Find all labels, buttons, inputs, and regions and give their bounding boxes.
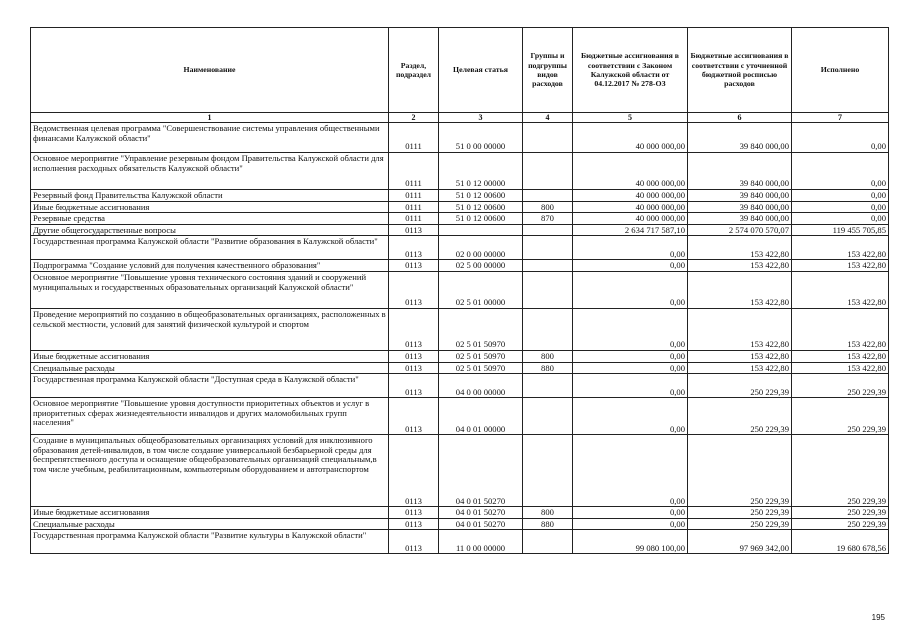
row-name: Специальные расходы: [31, 518, 389, 530]
row-executed: 19 680 678,56: [792, 530, 889, 554]
row-expense-group: [523, 260, 573, 272]
row-name: Резервные средства: [31, 213, 389, 225]
row-target-article: 51 0 12 00600: [439, 213, 523, 225]
row-executed: 0,00: [792, 201, 889, 213]
row-executed: 153 422,80: [792, 362, 889, 374]
table-row: [31, 530, 889, 554]
row-expense-group: [523, 236, 573, 260]
row-section: 0113: [389, 271, 439, 308]
row-revised-allocation: 153 422,80: [688, 362, 792, 374]
row-name: Создание в муниципальных общеобразовательных организациях условий для инклюзивного образования детей-инвалидов, в том числе создание универсальной безбарьерной среды для беспрепятственного доступа и оснащение общеобразовательных организаций специальным,в том числе учебным, реабилитационным, компьютерным оборудованием и автотранспортом: [31, 435, 389, 507]
page-number: 195: [871, 613, 885, 622]
row-name: Основное мероприятие "Повышение уровня технического состояния зданий и сооружений муниципальных и государственных образовательных организаций Калужской области": [31, 271, 389, 308]
row-name: Иные бюджетные ассигнования: [31, 350, 389, 362]
row-revised-allocation: 39 840 000,00: [688, 201, 792, 213]
row-section: 0111: [389, 213, 439, 225]
row-executed: 0,00: [792, 153, 889, 190]
row-law-allocation: 0,00: [573, 435, 688, 507]
row-executed: 153 422,80: [792, 260, 889, 272]
row-section: 0113: [389, 507, 439, 519]
row-target-article: 02 5 01 50970: [439, 350, 523, 362]
row-target-article: 51 0 00 00000: [439, 123, 523, 153]
row-name: Иные бюджетные ассигнования: [31, 507, 389, 519]
row-revised-allocation: 153 422,80: [688, 260, 792, 272]
row-name: Государственная программа Калужской области "Доступная среда в Калужской области": [31, 374, 389, 398]
row-revised-allocation: 39 840 000,00: [688, 123, 792, 153]
row-revised-allocation: 97 969 342,00: [688, 530, 792, 554]
row-law-allocation: 0,00: [573, 236, 688, 260]
table-row: [31, 308, 889, 350]
row-expense-group: [523, 271, 573, 308]
row-revised-allocation: 39 840 000,00: [688, 213, 792, 225]
header-row: [31, 28, 889, 113]
row-law-allocation: 0,00: [573, 308, 688, 350]
row-target-article: 51 0 12 00000: [439, 153, 523, 190]
table-row: [31, 260, 889, 272]
row-executed: 153 422,80: [792, 350, 889, 362]
row-executed: 250 229,39: [792, 435, 889, 507]
row-revised-allocation: 2 574 070 570,07: [688, 224, 792, 236]
row-name: Другие общегосударственные вопросы: [31, 224, 389, 236]
row-target-article: 04 0 01 50270: [439, 507, 523, 519]
header-executed: Исполнено: [792, 28, 889, 113]
row-expense-group: [523, 153, 573, 190]
row-section: 0113: [389, 362, 439, 374]
row-section: 0111: [389, 201, 439, 213]
header-section: Раздел, подраздел: [389, 28, 439, 113]
row-law-allocation: 0,00: [573, 271, 688, 308]
row-law-allocation: 0,00: [573, 398, 688, 435]
row-name: Государственная программа Калужской области "Развитие культуры в Калужской области": [31, 530, 389, 554]
row-name: Государственная программа Калужской области "Развитие образования в Калужской области": [31, 236, 389, 260]
column-number: 4: [523, 113, 573, 123]
column-number-row: [31, 113, 889, 123]
row-section: 0113: [389, 224, 439, 236]
row-name: Специальные расходы: [31, 362, 389, 374]
row-name: Иные бюджетные ассигнования: [31, 201, 389, 213]
row-section: 0113: [389, 308, 439, 350]
row-law-allocation: 0,00: [573, 374, 688, 398]
row-executed: 119 455 705,85: [792, 224, 889, 236]
row-section: 0111: [389, 153, 439, 190]
row-section: 0113: [389, 530, 439, 554]
row-law-allocation: 0,00: [573, 260, 688, 272]
row-law-allocation: 40 000 000,00: [573, 153, 688, 190]
table-row: [31, 507, 889, 519]
row-law-allocation: 2 634 717 587,10: [573, 224, 688, 236]
row-name: Резервный фонд Правительства Калужской области: [31, 190, 389, 202]
row-expense-group: 800: [523, 201, 573, 213]
table-row: [31, 362, 889, 374]
row-executed: 153 422,80: [792, 236, 889, 260]
row-section: 0111: [389, 190, 439, 202]
row-executed: 250 229,39: [792, 398, 889, 435]
row-executed: 153 422,80: [792, 308, 889, 350]
row-section: 0113: [389, 350, 439, 362]
row-name: Основное мероприятие "Повышение уровня доступности приоритетных объектов и услуг в приоритетных сферах жизнедеятельности инвалидов и других маломобильных групп населения": [31, 398, 389, 435]
row-target-article: 02 5 00 00000: [439, 260, 523, 272]
row-law-allocation: 0,00: [573, 362, 688, 374]
row-executed: 0,00: [792, 213, 889, 225]
row-expense-group: [523, 530, 573, 554]
row-section: 0113: [389, 518, 439, 530]
table-row: [31, 398, 889, 435]
header-expense-group: Группы и подгруппы видов расходов: [523, 28, 573, 113]
column-number: 2: [389, 113, 439, 123]
row-expense-group: 880: [523, 518, 573, 530]
column-number: 1: [31, 113, 389, 123]
row-section: 0113: [389, 398, 439, 435]
table-row: [31, 224, 889, 236]
row-name: Подпрограмма "Создание условий для получения качественного образования": [31, 260, 389, 272]
row-revised-allocation: 153 422,80: [688, 271, 792, 308]
row-target-article: 11 0 00 00000: [439, 530, 523, 554]
row-expense-group: 800: [523, 507, 573, 519]
row-expense-group: [523, 123, 573, 153]
table-row: [31, 213, 889, 225]
table-row: [31, 236, 889, 260]
header-target-article: Целевая статья: [439, 28, 523, 113]
row-revised-allocation: 153 422,80: [688, 236, 792, 260]
row-law-allocation: 40 000 000,00: [573, 190, 688, 202]
row-revised-allocation: 39 840 000,00: [688, 153, 792, 190]
table-row: [31, 190, 889, 202]
row-expense-group: [523, 435, 573, 507]
row-revised-allocation: 250 229,39: [688, 374, 792, 398]
row-revised-allocation: 153 422,80: [688, 308, 792, 350]
row-law-allocation: 40 000 000,00: [573, 123, 688, 153]
row-section: 0113: [389, 236, 439, 260]
table-row: [31, 518, 889, 530]
row-revised-allocation: 250 229,39: [688, 398, 792, 435]
row-expense-group: [523, 190, 573, 202]
row-executed: 250 229,39: [792, 518, 889, 530]
row-law-allocation: 0,00: [573, 507, 688, 519]
row-executed: 0,00: [792, 190, 889, 202]
row-executed: 0,00: [792, 123, 889, 153]
row-executed: 250 229,39: [792, 507, 889, 519]
column-number: 5: [573, 113, 688, 123]
row-law-allocation: 40 000 000,00: [573, 213, 688, 225]
row-name: Проведение мероприятий по созданию в общеобразовательных организациях, расположенных в сельской местности, условий для занятий физической культурой и спортом: [31, 308, 389, 350]
budget-execution-table: [30, 27, 889, 554]
row-target-article: 04 0 01 50270: [439, 435, 523, 507]
column-number: 3: [439, 113, 523, 123]
table-row: [31, 435, 889, 507]
row-law-allocation: 99 080 100,00: [573, 530, 688, 554]
row-section: 0111: [389, 123, 439, 153]
row-revised-allocation: 39 840 000,00: [688, 190, 792, 202]
column-number: 6: [688, 113, 792, 123]
table-row: [31, 374, 889, 398]
row-law-allocation: 40 000 000,00: [573, 201, 688, 213]
row-section: 0113: [389, 260, 439, 272]
row-expense-group: [523, 308, 573, 350]
row-name: Основное мероприятие "Управление резервным фондом Правительства Калужской области для исполнения расходных обязательств Калужской области": [31, 153, 389, 190]
row-revised-allocation: 153 422,80: [688, 350, 792, 362]
row-revised-allocation: 250 229,39: [688, 518, 792, 530]
column-number: 7: [792, 113, 889, 123]
table-row: [31, 153, 889, 190]
table-row: [31, 201, 889, 213]
row-expense-group: 880: [523, 362, 573, 374]
row-target-article: 02 5 01 50970: [439, 308, 523, 350]
table-row: [31, 271, 889, 308]
row-target-article: 04 0 00 00000: [439, 374, 523, 398]
row-target-article: 02 5 01 00000: [439, 271, 523, 308]
table-row: [31, 123, 889, 153]
table-row: [31, 350, 889, 362]
row-expense-group: [523, 398, 573, 435]
header-name: Наименование: [31, 28, 389, 113]
row-target-article: 04 0 01 00000: [439, 398, 523, 435]
row-expense-group: 870: [523, 213, 573, 225]
row-executed: 153 422,80: [792, 271, 889, 308]
row-name: Ведомственная целевая программа "Совершенствование системы управления общественными финансами Калужской области": [31, 123, 389, 153]
row-target-article: 04 0 01 50270: [439, 518, 523, 530]
row-target-article: 51 0 12 00600: [439, 190, 523, 202]
row-revised-allocation: 250 229,39: [688, 435, 792, 507]
table-body: [31, 123, 889, 554]
row-section: 0113: [389, 435, 439, 507]
row-target-article: 02 0 00 00000: [439, 236, 523, 260]
row-revised-allocation: 250 229,39: [688, 507, 792, 519]
budget-report-sheet: [30, 27, 888, 554]
row-target-article: 02 5 01 50970: [439, 362, 523, 374]
row-section: 0113: [389, 374, 439, 398]
row-law-allocation: 0,00: [573, 350, 688, 362]
row-expense-group: [523, 374, 573, 398]
row-target-article: 51 0 12 00600: [439, 201, 523, 213]
row-executed: 250 229,39: [792, 374, 889, 398]
header-law-allocation: Бюджетные ассигнования в соответствии с Законом Калужской области от 04.12.2017 № 278-ОЗ: [573, 28, 688, 113]
row-law-allocation: 0,00: [573, 518, 688, 530]
row-target-article: [439, 224, 523, 236]
row-expense-group: [523, 224, 573, 236]
header-revised-allocation: Бюджетные ассигнования в соответствии с уточненной бюджетной росписью расходов: [688, 28, 792, 113]
row-expense-group: 800: [523, 350, 573, 362]
